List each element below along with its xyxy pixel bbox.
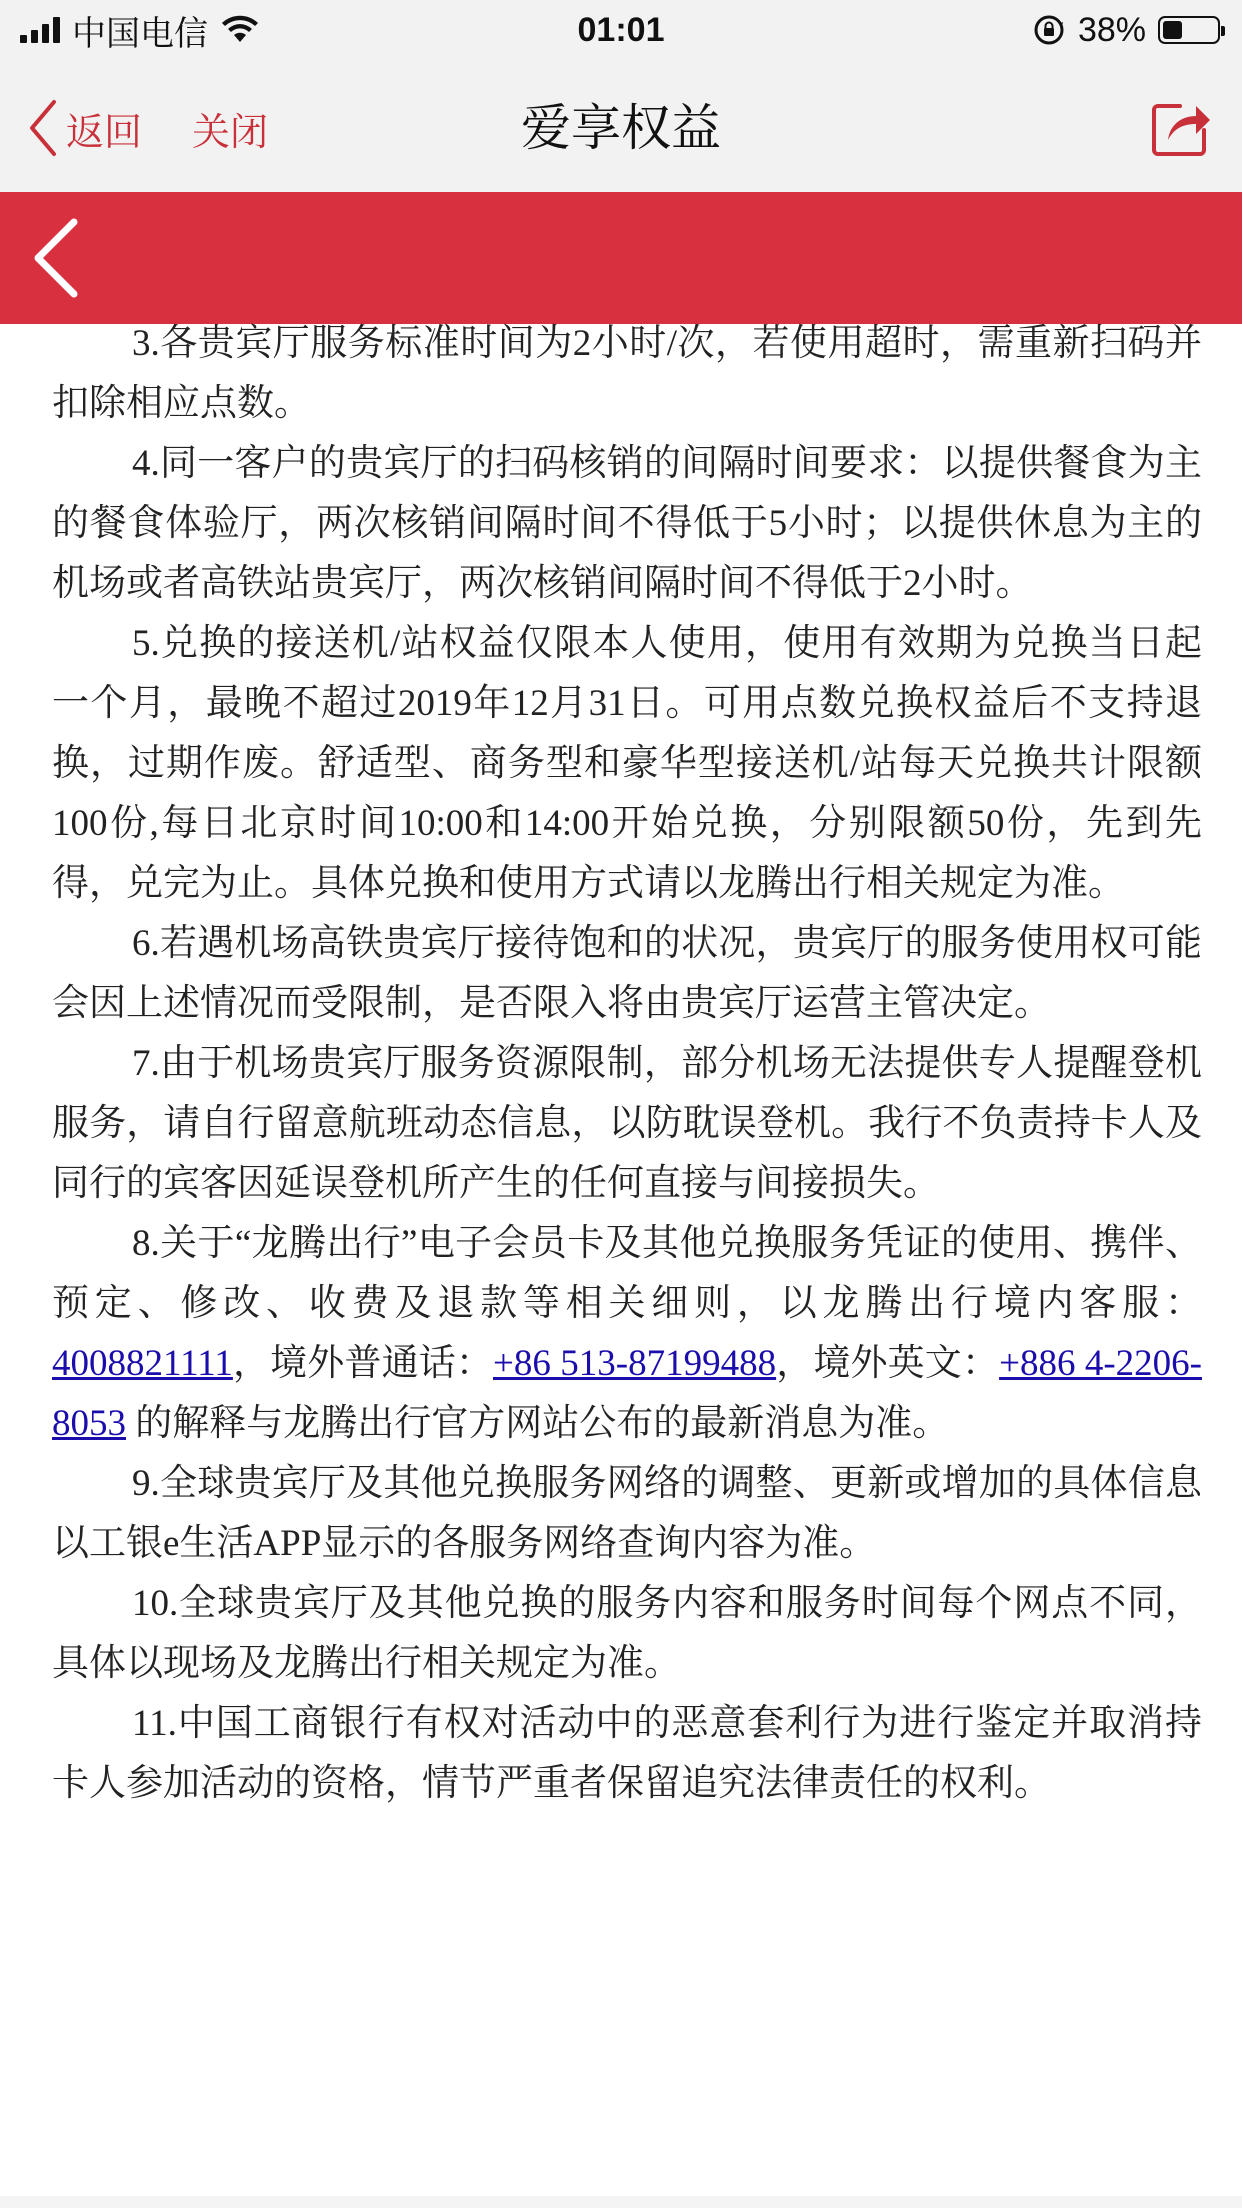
overseas-english-hotline-link[interactable]: +886 4-2206-8053 bbox=[52, 1343, 1202, 1444]
back-label: 返回 bbox=[66, 111, 143, 154]
page-header-bar bbox=[0, 192, 1242, 324]
term-10: 10.全球贵宾厅及其他兑换的服务内容和服务时间每个网点不同，具体以现场及龙腾出行相关规定为准。 bbox=[52, 1583, 1202, 1684]
term-6: 6.若遇机场高铁贵宾厅接待饱和的状况，贵宾厅的服务使用权可能会因上述情况而受限制，是否限入将由贵宾厅运营主管决定。 bbox=[52, 923, 1202, 1024]
term-3: 3.各贵宾厅服务标准时间为2小时/次，若使用超时，需重新扫码并扣除相应点数。 bbox=[52, 323, 1202, 424]
term-8-text-4: 的解释与龙腾出行官方网站公布的最新消息为准。 bbox=[126, 1403, 950, 1444]
domestic-hotline-link[interactable]: 4008821111 bbox=[52, 1343, 233, 1384]
overseas-mandarin-hotline-link[interactable]: +86 513-87199488 bbox=[493, 1343, 777, 1384]
page-title: 爱享权益 bbox=[521, 100, 721, 156]
nav-bar bbox=[0, 60, 1242, 192]
battery-icon bbox=[1158, 16, 1220, 44]
term-5: 5.兑换的接送机/站权益仅限本人使用，使用有效期为兑换当日起一个月，最晚不超过2019年12月31日。可用点数兑换权益后不支持退换，过期作废。舒适型、商务型和豪华型接送机/站每天兑换共计限额100份,每日北京时间10:00和14:00开始兑换，分别限额50份，先到先得，兑完为止。具体兑换和使用方式请以龙腾出行相关规定为准。 bbox=[52, 623, 1202, 904]
carrier-label: 中国电信 bbox=[72, 14, 208, 53]
term-8 bbox=[52, 1214, 1202, 1454]
term-8-text-3: ，境外英文： bbox=[776, 1343, 1000, 1384]
share-icon[interactable] bbox=[1150, 96, 1212, 158]
header-back-icon[interactable] bbox=[24, 210, 94, 306]
status-time: 01:01 bbox=[577, 11, 665, 49]
battery-percent: 38% bbox=[1077, 10, 1146, 49]
term-9: 9.全球贵宾厅及其他兑换服务网络的调整、更新或增加的具体信息以工银e生活APP显示的各服务网络查询内容为准。 bbox=[52, 1463, 1202, 1564]
close-label: 关闭 bbox=[192, 111, 269, 154]
term-11: 11.中国工商银行有权对活动中的恶意套利行为进行鉴定并取消持卡人参加活动的资格，情节严重者保留追究法律责任的权利。 bbox=[52, 1703, 1202, 1804]
bottom-divider bbox=[0, 2196, 1242, 2208]
terms-content bbox=[52, 314, 1202, 1814]
battery-fill bbox=[1163, 21, 1182, 39]
term-8-text-2: ，境外普通话： bbox=[232, 1343, 494, 1384]
term-7: 7.由于机场贵宾厅服务资源限制，部分机场无法提供专人提醒登机服务，请自行留意航班动态信息，以防耽误登机。我行不负责持卡人及同行的宾客因延误登机所产生的任何直接与间接损失。 bbox=[52, 1043, 1202, 1204]
term-4: 4.同一客户的贵宾厅的扫码核销的间隔时间要求：以提供餐食为主的餐食体验厅，两次核销间隔时间不得低于5小时；以提供休息为主的机场或者高铁站贵宾厅，两次核销间隔时间不得低于2小时。 bbox=[52, 443, 1202, 604]
status-bar bbox=[0, 0, 1242, 60]
orientation-lock-icon bbox=[1032, 13, 1066, 47]
status-right bbox=[1032, 8, 1220, 52]
term-8-text-1: 8.关于“龙腾出行”电子会员卡及其他兑换服务凭证的使用、携伴、预定、修改、收费及退款等相关细则，以龙腾出行境内客服： bbox=[52, 1223, 1202, 1324]
